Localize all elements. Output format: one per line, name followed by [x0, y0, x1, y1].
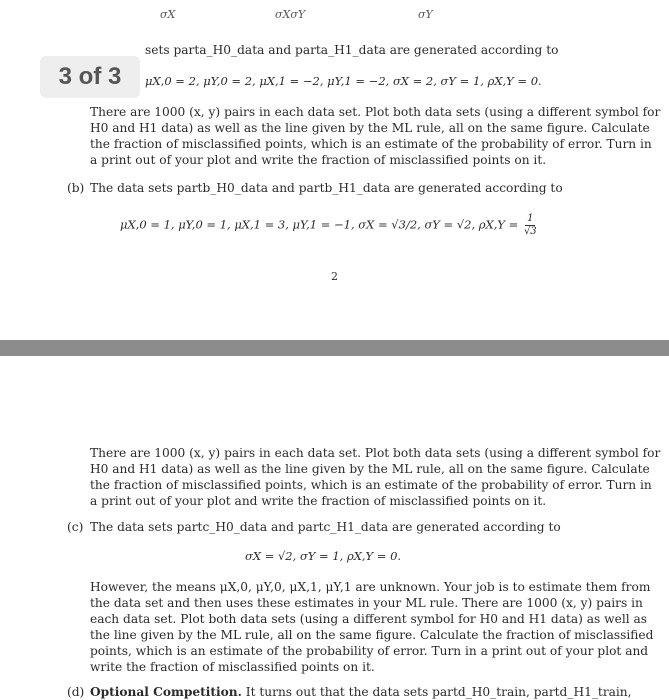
- top-fragment: [0, 8, 669, 24]
- page-number: 2: [331, 270, 338, 283]
- part-d-line: [90, 684, 632, 700]
- para-c-3: each data set. Plot both data sets (using a different symbol for H0 and H1 data) as well as: [90, 612, 648, 626]
- params-c: σX = √2, σY = 1, ρX,Y = 0.: [245, 549, 402, 563]
- part-d-bold: Optional Competition.: [90, 685, 242, 699]
- para-b-3: the fraction of misclassified points, which is an estimate of the probability of error. Turn in: [90, 478, 652, 492]
- part-d-label: (d): [67, 685, 85, 699]
- para-b-4: a print out of your plot and write the fraction of misclassified points on it.: [90, 494, 547, 508]
- page-indicator: 3 of 3: [40, 56, 140, 98]
- para-c-1: However, the means μX,0, μY,0, μX,1, μY,1 are unknown. Your job is to estimate them from: [90, 580, 651, 594]
- fragment-sigma-y: σY: [418, 8, 433, 21]
- page-separator: [0, 340, 669, 356]
- para-a-2: H0 and H1 data) as well as the line given by the ML rule, all on the same figure. Calculate: [90, 121, 650, 135]
- para-c-6: write the fraction of misclassified points on it.: [90, 660, 375, 674]
- fragment-sigma-xy: σXσY: [275, 8, 306, 21]
- part-b-text: The data sets partb_H0_data and partb_H1_data are generated according to: [90, 181, 563, 195]
- params-a: μX,0 = 2, μY,0 = 2, μX,1 = −2, μY,1 = −2, σX = 2, σY = 1, ρX,Y = 0.: [145, 74, 542, 88]
- params-b: [120, 213, 537, 238]
- para-c-5: points, which is an estimate of the probability of error. Turn in a print out of your plot and: [90, 644, 649, 658]
- params-b-fraction: [524, 213, 537, 238]
- part-b-label: (b): [67, 181, 85, 195]
- part-c-label: (c): [67, 520, 84, 534]
- fraction-numerator: 1: [527, 213, 534, 224]
- params-b-text: μX,0 = 1, μY,0 = 1, μX,1 = 3, μY,1 = −1, σX = √3/2, σY = √2, ρX,Y =: [120, 217, 519, 232]
- fraction-denominator: √3: [523, 226, 537, 237]
- para-a-1: There are 1000 (x, y) pairs in each data set. Plot both data sets (using a different symbol for: [90, 105, 661, 119]
- para-a-3: the fraction of misclassified points, which is an estimate of the probability of error. Turn in: [90, 137, 652, 151]
- part-c-text: The data sets partc_H0_data and partc_H1_data are generated according to: [90, 520, 561, 534]
- para-a-4: a print out of your plot and write the fraction of misclassified points on it.: [90, 153, 547, 167]
- fragment-sigma-x: σX: [160, 8, 176, 21]
- part-d-text: It turns out that the data sets partd_H0_train, partd_H1_train,: [241, 685, 632, 699]
- para-b-2: H0 and H1 data) as well as the line given by the ML rule, all on the same figure. Calculate: [90, 462, 650, 476]
- para-b-1: There are 1000 (x, y) pairs in each data set. Plot both data sets (using a different symbol for: [90, 446, 661, 460]
- para-c-2: the data set and then uses these estimates in your ML rule. There are 1000 (x, y) pairs in: [90, 596, 643, 610]
- page1-line1: sets parta_H0_data and parta_H1_data are generated according to: [145, 43, 559, 57]
- para-c-4: the line given by the ML rule, all on the same figure. Calculate the fraction of misclassified: [90, 628, 654, 642]
